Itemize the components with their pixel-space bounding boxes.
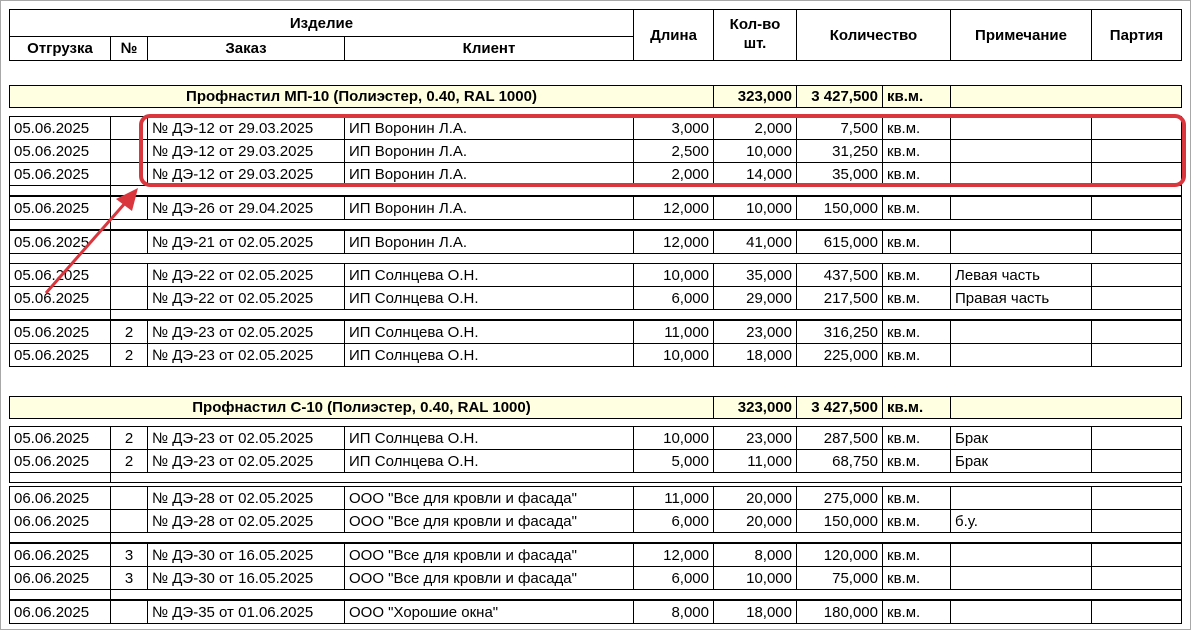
row-order: № ДЭ-12 от 29.03.2025: [147, 162, 345, 186]
highlight-box: [141, 116, 1184, 185]
row-no: 2: [110, 320, 148, 344]
row-qty: 615,000: [796, 230, 883, 254]
row-qty: 437,500: [796, 263, 883, 287]
row-order: № ДЭ-22 от 02.05.2025: [147, 263, 345, 287]
row-unit: кв.м.: [882, 116, 951, 140]
row-qty: 150,000: [796, 509, 883, 533]
row-pcs: 18,000: [713, 600, 797, 624]
row-client: ООО "Все для кровли и фасада": [344, 509, 634, 533]
group-title: Профнастил МП-10 (Полиэстер, 0.40, RAL 1000): [9, 85, 714, 108]
row-unit: кв.м.: [882, 566, 951, 590]
row-client: ИП Воронин Л.А.: [344, 230, 634, 254]
row-length: 12,000: [633, 196, 714, 220]
row-no: 3: [110, 543, 148, 567]
row-client: ООО "Все для кровли и фасада": [344, 543, 634, 567]
row-order: № ДЭ-28 от 02.05.2025: [147, 486, 345, 510]
row-unit: кв.м.: [882, 286, 951, 310]
header-client: Клиент: [344, 36, 634, 61]
row-client: ИП Солнцева О.Н.: [344, 426, 634, 450]
row-client: ИП Солнцева О.Н.: [344, 263, 634, 287]
row-qty: 75,000: [796, 566, 883, 590]
row-length: 2,000: [633, 162, 714, 186]
row-order: № ДЭ-30 от 16.05.2025: [147, 543, 345, 567]
row-unit: кв.м.: [882, 230, 951, 254]
row-note: Левая часть: [950, 263, 1092, 287]
row-date: 05.06.2025: [9, 116, 111, 140]
row-client: ИП Воронин Л.А.: [344, 116, 634, 140]
row-order: № ДЭ-23 от 02.05.2025: [147, 343, 345, 367]
row-length: 6,000: [633, 286, 714, 310]
row-length: 11,000: [633, 320, 714, 344]
row-pcs: 10,000: [713, 196, 797, 220]
row-client: ИП Воронин Л.А.: [344, 162, 634, 186]
row-unit: кв.м.: [882, 139, 951, 163]
header-shipment: Отгрузка: [9, 36, 111, 61]
row-order: № ДЭ-23 от 02.05.2025: [147, 320, 345, 344]
header-length: Длина: [633, 9, 714, 61]
row-pcs: 23,000: [713, 320, 797, 344]
row-length: 6,000: [633, 509, 714, 533]
row-qty: 68,750: [796, 449, 883, 473]
row-date: 05.06.2025: [9, 263, 111, 287]
row-length: 12,000: [633, 543, 714, 567]
row-qty: 287,500: [796, 426, 883, 450]
row-qty: 225,000: [796, 343, 883, 367]
header-note: Примечание: [950, 9, 1092, 61]
row-pcs: 11,000: [713, 449, 797, 473]
row-unit: кв.м.: [882, 196, 951, 220]
row-date: 06.06.2025: [9, 600, 111, 624]
row-pcs: 23,000: [713, 426, 797, 450]
row-qty: 31,250: [796, 139, 883, 163]
row-order: № ДЭ-23 от 02.05.2025: [147, 449, 345, 473]
row-unit: кв.м.: [882, 343, 951, 367]
row-pcs: 41,000: [713, 230, 797, 254]
row-pcs: 20,000: [713, 486, 797, 510]
row-length: 12,000: [633, 230, 714, 254]
header-order: Заказ: [147, 36, 345, 61]
row-client: ООО "Хорошие окна": [344, 600, 634, 624]
row-note: Брак: [950, 426, 1092, 450]
row-unit: кв.м.: [882, 486, 951, 510]
row-no: 3: [110, 566, 148, 590]
group-total-quantity: 3 427,500: [796, 396, 883, 419]
row-no: 2: [110, 426, 148, 450]
row-pcs: 35,000: [713, 263, 797, 287]
group-total-quantity: 3 427,500: [796, 85, 883, 108]
row-length: 10,000: [633, 343, 714, 367]
row-pcs: 18,000: [713, 343, 797, 367]
row-length: 8,000: [633, 600, 714, 624]
row-qty: 35,000: [796, 162, 883, 186]
row-client: ИП Солнцева О.Н.: [344, 286, 634, 310]
row-order: № ДЭ-12 от 29.03.2025: [147, 139, 345, 163]
row-pcs: 20,000: [713, 509, 797, 533]
header-product: Изделие: [9, 9, 634, 37]
row-qty: 120,000: [796, 543, 883, 567]
row-date: 06.06.2025: [9, 566, 111, 590]
row-note: Правая часть: [950, 286, 1092, 310]
row-order: № ДЭ-28 от 02.05.2025: [147, 509, 345, 533]
row-client: ООО "Все для кровли и фасада": [344, 566, 634, 590]
row-pcs: 10,000: [713, 566, 797, 590]
row-client: ИП Солнцева О.Н.: [344, 320, 634, 344]
row-qty: 275,000: [796, 486, 883, 510]
row-qty: 316,250: [796, 320, 883, 344]
row-date: 06.06.2025: [9, 486, 111, 510]
row-qty: 217,500: [796, 286, 883, 310]
row-note: Брак: [950, 449, 1092, 473]
row-pcs: 8,000: [713, 543, 797, 567]
row-no: 2: [110, 343, 148, 367]
row-qty: 180,000: [796, 600, 883, 624]
row-client: ООО "Все для кровли и фасада": [344, 486, 634, 510]
row-order: № ДЭ-21 от 02.05.2025: [147, 230, 345, 254]
row-unit: кв.м.: [882, 600, 951, 624]
row-date: 06.06.2025: [9, 543, 111, 567]
row-length: 2,500: [633, 139, 714, 163]
group-unit: кв.м.: [882, 85, 951, 108]
row-unit: кв.м.: [882, 162, 951, 186]
row-qty: 150,000: [796, 196, 883, 220]
row-date: 05.06.2025: [9, 196, 111, 220]
row-date: 05.06.2025: [9, 162, 111, 186]
row-order: № ДЭ-23 от 02.05.2025: [147, 426, 345, 450]
row-pcs: 29,000: [713, 286, 797, 310]
header-pieces-line2: шт.: [743, 35, 767, 52]
row-no: 2: [110, 449, 148, 473]
row-note: б.у.: [950, 509, 1092, 533]
row-unit: кв.м.: [882, 263, 951, 287]
row-unit: кв.м.: [882, 449, 951, 473]
row-length: 10,000: [633, 426, 714, 450]
row-length: 11,000: [633, 486, 714, 510]
row-unit: кв.м.: [882, 426, 951, 450]
row-unit: кв.м.: [882, 320, 951, 344]
row-client: ИП Воронин Л.А.: [344, 196, 634, 220]
row-pcs: 10,000: [713, 139, 797, 163]
row-client: ИП Солнцева О.Н.: [344, 343, 634, 367]
row-client: ИП Воронин Л.А.: [344, 139, 634, 163]
row-date: 05.06.2025: [9, 343, 111, 367]
row-length: 6,000: [633, 566, 714, 590]
row-date: 05.06.2025: [9, 449, 111, 473]
header-batch: Партия: [1091, 9, 1182, 61]
group-total-pieces: 323,000: [713, 396, 797, 419]
arrow-line: [46, 202, 126, 293]
row-order: № ДЭ-26 от 29.04.2025: [147, 196, 345, 220]
row-qty: 7,500: [796, 116, 883, 140]
row-unit: кв.м.: [882, 509, 951, 533]
group-title: Профнастил С-10 (Полиэстер, 0.40, RAL 1000): [9, 396, 714, 419]
row-length: 3,000: [633, 116, 714, 140]
row-date: 05.06.2025: [9, 320, 111, 344]
row-order: № ДЭ-12 от 29.03.2025: [147, 116, 345, 140]
row-order: № ДЭ-35 от 01.06.2025: [147, 600, 345, 624]
row-client: ИП Солнцева О.Н.: [344, 449, 634, 473]
row-length: 5,000: [633, 449, 714, 473]
row-length: 10,000: [633, 263, 714, 287]
row-date: 05.06.2025: [9, 139, 111, 163]
header-number: №: [110, 36, 148, 61]
row-order: № ДЭ-22 от 02.05.2025: [147, 286, 345, 310]
row-unit: кв.м.: [882, 543, 951, 567]
row-order: № ДЭ-30 от 16.05.2025: [147, 566, 345, 590]
header-quantity: Количество: [796, 9, 951, 61]
row-date: 05.06.2025: [9, 286, 111, 310]
row-pcs: 2,000: [713, 116, 797, 140]
row-date: 05.06.2025: [9, 426, 111, 450]
row-pcs: 14,000: [713, 162, 797, 186]
group-total-pieces: 323,000: [713, 85, 797, 108]
row-date: 05.06.2025: [9, 230, 111, 254]
group-unit: кв.м.: [882, 396, 951, 419]
header-pieces-line1: Кол-во: [729, 16, 781, 34]
row-date: 06.06.2025: [9, 509, 111, 533]
